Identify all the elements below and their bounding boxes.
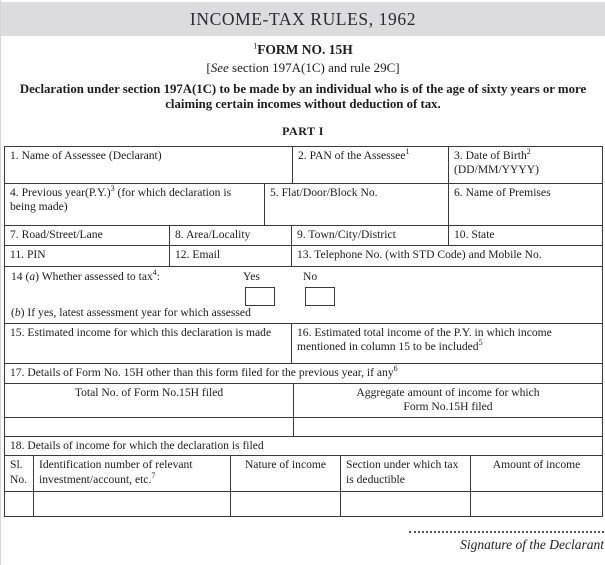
- label-italic: a: [29, 270, 36, 283]
- field-label: 13. Telephone No. (with STD Code) and Mobile No.: [297, 248, 542, 261]
- field-label: 10. State: [454, 228, 495, 241]
- form-table: [4, 146, 603, 517]
- field-9-town-city-district: [292, 226, 449, 245]
- aggregate-income-input[interactable]: [294, 418, 602, 436]
- field-4-previous-year: [5, 184, 265, 225]
- field-6-name-of-premises: [449, 184, 602, 225]
- column-header: Sl.: [10, 458, 23, 472]
- yes-label: Yes: [243, 270, 260, 283]
- column-header: Total No. of Form No.15H filed: [74, 386, 224, 399]
- aggregate-income-header: [294, 384, 602, 417]
- field-2-pan: [293, 147, 449, 183]
- part-heading: PART I: [282, 124, 324, 138]
- footnote-marker: 5: [478, 338, 483, 348]
- see-reference: [1, 60, 605, 76]
- column-header-nature: [231, 456, 341, 491]
- field-label: 1. Name of Assessee (Declarant): [10, 149, 162, 162]
- column-header-line2: Form No.15H filed: [403, 400, 493, 414]
- document-title: INCOME-TAX RULES, 1962: [1, 2, 605, 36]
- yes-checkbox[interactable]: [245, 287, 275, 306]
- footnote-marker: 1: [253, 41, 258, 51]
- section-input[interactable]: [341, 492, 471, 516]
- label-part: 14 (: [11, 270, 30, 283]
- footnote-marker: 7: [151, 471, 156, 481]
- label-part: (: [11, 306, 15, 319]
- no-label: No: [303, 270, 318, 283]
- field-12-email: [170, 246, 292, 266]
- column-header-section: [341, 456, 471, 491]
- field-15-estimated-income: [5, 324, 292, 363]
- column-header-amount: [471, 456, 602, 491]
- field-label: 3. Date of Birth: [454, 149, 527, 162]
- table-row: [5, 364, 602, 384]
- field-5-flat-door-block: [265, 184, 449, 225]
- identification-input[interactable]: [34, 492, 231, 516]
- field-10-state: [449, 226, 602, 245]
- table-row: [5, 246, 602, 267]
- see-ref-italic: See: [210, 60, 229, 75]
- field-label: 18. Details of income for which the declaration is filed: [10, 438, 264, 452]
- column-header: Nature of income: [244, 458, 327, 472]
- field-label: 9. Town/City/District: [297, 228, 396, 241]
- footnote-marker: 4: [152, 268, 157, 278]
- field-label: 12. Email: [175, 248, 221, 261]
- field-label: 4. Previous year(P.Y.): [10, 186, 111, 199]
- field-1-name-of-assessee: [5, 147, 293, 183]
- field-14a-label: [11, 270, 160, 284]
- see-ref-rest: section 197A(1C) and rule 29C]: [228, 60, 400, 75]
- column-header-sl-no: [5, 456, 34, 491]
- total-forms-filed-header: [5, 384, 294, 417]
- field-14-whether-assessed: [5, 267, 602, 323]
- column-header-line2: No.: [10, 472, 28, 486]
- field-14b-label: [11, 306, 251, 320]
- field-label: 8. Area/Locality: [175, 228, 251, 241]
- column-header: Section under which tax is deductible: [346, 458, 459, 486]
- form-number-text: FORM NO. 15H: [257, 42, 353, 57]
- income-table-empty-row: [5, 492, 602, 516]
- nature-input[interactable]: [231, 492, 341, 516]
- no-checkbox[interactable]: [305, 287, 335, 306]
- field-label: 2. PAN of the Assessee: [298, 149, 406, 162]
- table-row: [5, 324, 602, 364]
- field-label: 11. PIN: [10, 248, 46, 261]
- footnote-marker: 2: [526, 147, 531, 157]
- table-row: [5, 147, 602, 184]
- field-label-line2: (DD/MM/YYYY): [454, 163, 540, 177]
- signature-label: Signature of the Declarant: [460, 537, 604, 552]
- label-part: ) If yes, latest assessment year for which assessed: [20, 306, 251, 319]
- signature-block: [374, 527, 604, 553]
- form-number-heading: [1, 42, 605, 58]
- field-17-details-form-15h: [5, 364, 602, 383]
- field-8-area-locality: [170, 226, 292, 245]
- footnote-marker: 6: [393, 364, 398, 374]
- table-row: [5, 226, 602, 246]
- table-row: [5, 267, 602, 324]
- field-label-cont: (for which declaration is being made): [10, 186, 232, 214]
- label-part: :: [156, 270, 161, 283]
- field-label: 7. Road/Street/Lane: [10, 228, 103, 241]
- field-label: 17. Details of Form No. 15H other than this form filed for the previous year, if any: [10, 366, 394, 379]
- table-row: [5, 418, 602, 437]
- field-13-telephone: [292, 246, 602, 266]
- footnote-marker: 3: [110, 184, 115, 194]
- sl-no-input[interactable]: [5, 492, 34, 516]
- table-row: [5, 437, 602, 456]
- table-row: [5, 184, 602, 226]
- field-11-pin: [5, 246, 170, 266]
- label-italic: b: [14, 306, 21, 319]
- label-part: ) Whether assessed to tax: [35, 270, 153, 283]
- field-label: 16. Estimated total income of the P.Y. in which income mentioned in column 15 to be included: [297, 326, 552, 354]
- see-ref-open: [: [206, 60, 211, 75]
- income-table-header-row: [5, 456, 602, 492]
- field-label: 6. Name of Premises: [454, 186, 551, 199]
- field-label: 15. Estimated income for which this declaration is made: [10, 326, 272, 339]
- column-header: Aggregate amount of income for which: [356, 386, 540, 399]
- amount-input[interactable]: [471, 492, 602, 516]
- signature-dotted-line: [409, 527, 604, 533]
- field-16-estimated-total-income: [292, 324, 602, 363]
- field-18-details-of-income: [5, 437, 602, 455]
- column-header-identification: [34, 456, 231, 491]
- field-label: 5. Flat/Door/Block No.: [270, 186, 378, 199]
- field-7-road-street-lane: [5, 226, 170, 245]
- column-header: Amount of income: [492, 458, 581, 472]
- table-row: [5, 384, 602, 418]
- total-forms-filed-input[interactable]: [5, 418, 294, 436]
- footnote-marker: 1: [405, 147, 410, 157]
- field-3-date-of-birth: [449, 147, 602, 183]
- declaration-text: Declaration under section 197A(1C) to be made by an individual who is of the age of sixty years or more claiming certain incomes without deduction of tax.: [19, 82, 587, 112]
- column-header: Identification number of relevant investment/account, etc.: [39, 458, 193, 486]
